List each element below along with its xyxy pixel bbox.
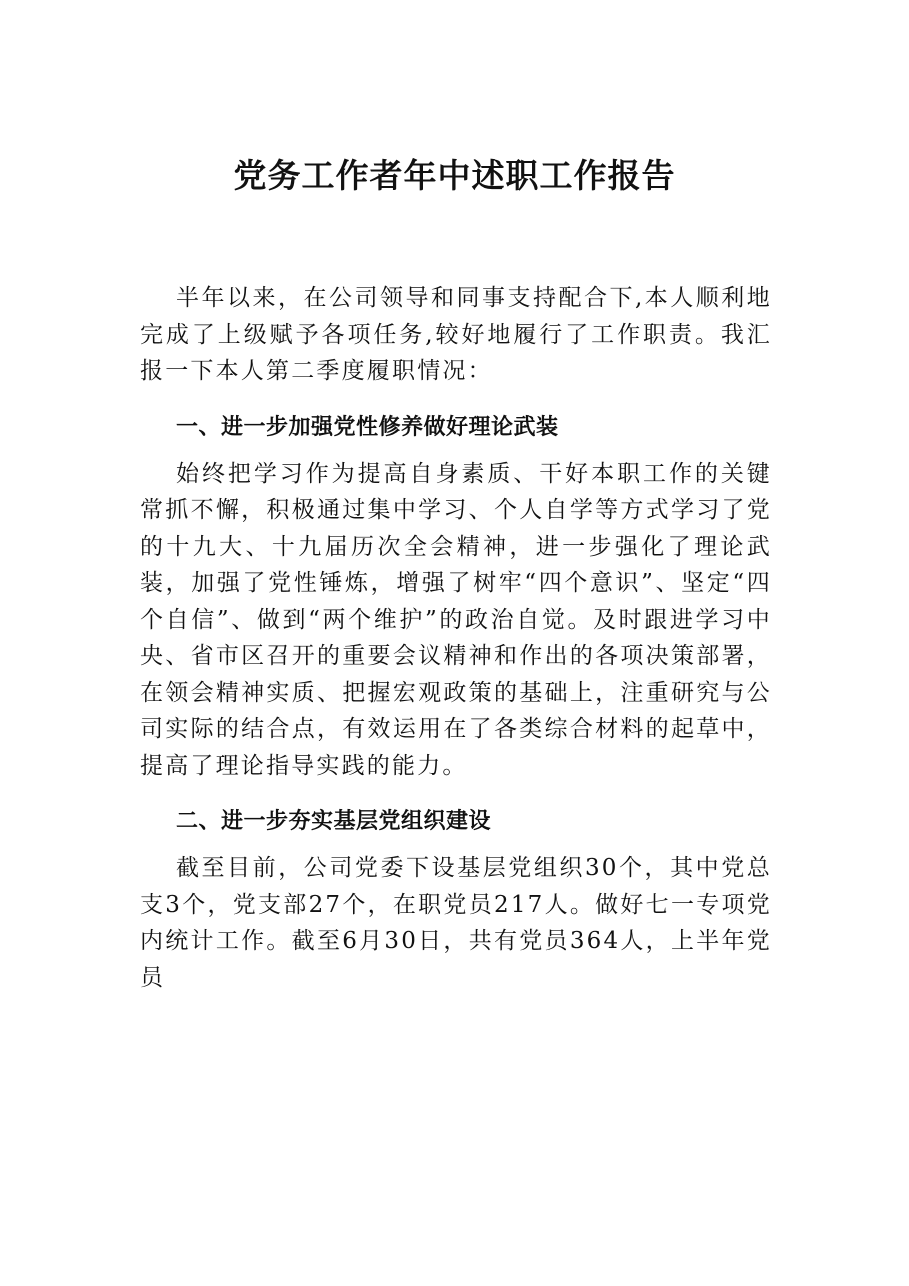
section-heading-2: 二、进一步夯实基层党组织建设 [176, 809, 492, 834]
intro-paragraph: 半年以来，在公司领导和同事支持配合下,本人顺利地完成了上级赋予各项任务,较好地履行了工作职责。我汇报一下本人第二季度履职情况： [140, 285, 772, 384]
section-body-2: 截至目前，公司党委下设基层党组织30个，其中党总支3个，党支部27个，在职党员217人。做好七一专项党内统计工作。截至6月30日，共有党员364人，上半年党员 [140, 855, 772, 991]
section-heading-1: 一、进一步加强党性修养做好理论武装 [176, 414, 559, 440]
document-body [140, 280, 772, 996]
spacer [140, 784, 772, 794]
document-title: 党务工作者年中述职工作报告 [233, 156, 676, 195]
spacer [140, 390, 772, 400]
section-body-1: 始终把学习作为提高自身素质、干好本职工作的关键常抓不懈，积极通过集中学习、个人自学等方式学习了党的十九大、十九届历次全会精神，进一步强化了理论武装，加强了党性锤炼，增强了树牢“四个意识”、坚定“四个自信”、做到“两个维护”的政治自觉。及时跟进学习中央、省市区召开的重要会议精神和作出的各项决策部署，在领会精神实质、把握宏观政策的基础上，注重研究与公司实际的结合点，有效运用在了各类综合材料的起草中，提高了理论指导实践的能力。 [140, 460, 772, 779]
